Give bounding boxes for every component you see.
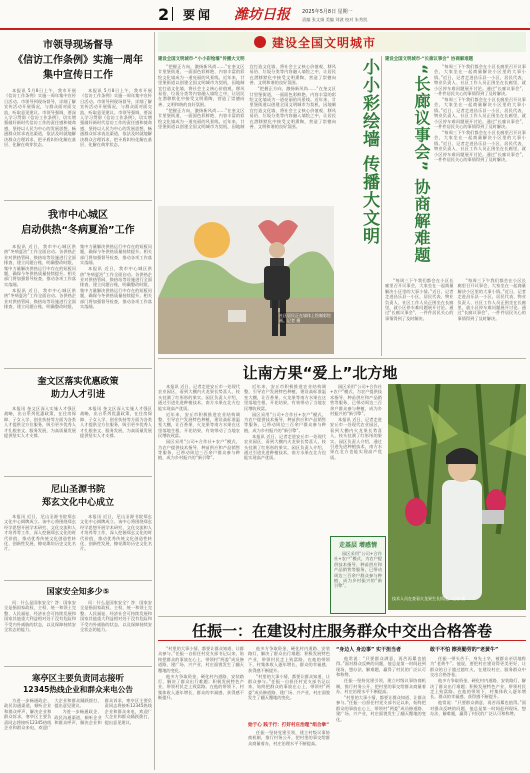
mid-story-paragraph: 本报讯 近日，记者走进安丘市一处现代农业园区，看到大棚内火龙果长势喜人，枝头挂满了红彤彤的果实。园区负责人介绍，通过引进先进种植技术，南方水果在北方也能实现高产优质。: [244, 433, 326, 461]
bottom-col-4-title: “身边人 身边事” 实干担当者: [336, 647, 402, 653]
divider: [158, 358, 526, 359]
mid-story-paragraph: 近年来，安丘市积极推进农业结构调整，引导农户发展特色种植，建设高标准温室大棚，让百香果、火龙果等南方水果在这里落地生根、开花结果，有效带动了当地农民增收致富。: [158, 411, 240, 439]
masthead: [0, 0, 530, 30]
vertical-title-line: 传播大文明: [359, 154, 379, 245]
right-feature-body-cont: [385, 278, 526, 354]
mid-story-photo-caption: 技术人员在查看火龙果生长情况。记者 摄: [392, 596, 466, 601]
mid-story-paragraph: 园区采用“公司+合作社+农户”模式，为农户提供技术指导、种苗供应和产品销售等服务，已带动周边三百余户群众参与种植，成为乡村振兴的“新引擎”。: [158, 439, 240, 461]
bottom-paragraph: 任振一坚持党建引领，建立村级议事协商机制，推行村务公开，把村里的事交给群众商量着办，村庄治理水平不断提高。: [336, 678, 426, 695]
article-5-headline: [4, 672, 152, 696]
right-feature-paragraph: “每周三下午我们都会在小区长廊里召开议事会，大家坐在一起商量解决小区里的大事小情。”近日，记者走进昌乐县一小区，居民代表、物业负责人、社区工作人员正围坐在长廊里，就小区停车难问题展开讨论。通过“长廊议事会”，一件件居民关心的事情得到了及时解决。: [385, 278, 454, 321]
article-paragraph: 本报讯 近日，尼山圣源书院郑玄文化中心揭牌成立。该中心将围绕郑玄经学思想开展学术研究、文化交流和人才培养等工作，深入挖掘郑玄文化的时代价值，推动优秀传统文化创造性转化、创新性发展，擦亮潍坊历史文化名片。: [4, 514, 76, 552]
headline-line: 助力人才引进: [50, 390, 105, 400]
article-3-body: [4, 406, 152, 472]
headline-line: 尼山圣源书院: [50, 485, 105, 495]
notice-paragraph: 问：什么是国家安全？答：国家安全是指国家政权、主权、统一和领土完整、人民福祉、经济社会可持续发展和国家其他重大利益相对处于没有危险和不受内外威胁的状态，以及保障持续安全状态的能力。: [4, 600, 76, 633]
divider: [4, 368, 152, 369]
bottom-paragraph: “村里的大事小情，都要让群众知道、让群众参与。”任振一自担任村党支部书记以来，始终把群众的事放在心上，带领村“两委”成员修道路、建广场、兴产业，村庄面貌发生了翻天覆地的变化。: [248, 673, 330, 701]
page-number-divider: [172, 7, 173, 21]
mid-story-paragraph: 园区采用“公司+合作社+农户”模式，为农户提供技术指导、种苗供应和产品销售等服务，已带动周边三百余户群众参与种植，成为乡村振兴的“新引擎”。: [330, 384, 382, 417]
bottom-paragraph: “村里的大事小情，都要让群众知道、让群众参与。”任振一自担任村党支部书记以来，始终把群众的事放在心上，带领村“两委”成员修道路、建广场、兴产业，村庄面貌发生了翻天覆地的变化。: [336, 695, 426, 722]
column-divider: [381, 56, 382, 356]
headline-line: 集中宣传日工作: [43, 70, 113, 81]
bottom-paragraph: 任振一坚持党建引领，建立村级议事协商机制，推行村务公开，把村里的事交给群众商量着办，村庄治理水平不断提高。: [248, 730, 330, 746]
mid-sidebar-body: [334, 551, 382, 609]
article-1-body: [4, 88, 152, 196]
mid-story-paragraph: 本报讯 近日，记者走进安丘市一处现代农业园区，看到大棚内火龙果长势喜人，枝头挂满了红彤彤的果实。园区负责人介绍，通过引进先进种植技术，南方水果在北方也能实现高产优质。: [158, 384, 240, 411]
right-feature-paragraph: “每周三下午我们都会在小区长廊里召开议事会，大家坐在一起商量解决小区里的大事小情。”近日，记者走进昌乐县一小区，居民代表、物业负责人、社区工作人员正围坐在长廊里，就小区停车难问题展开讨论。通过“长廊议事会”，一件件居民关心的事情得到了及时解决。: [434, 130, 526, 163]
article-paragraph: 本报讯 近日，我市中心城区供热“冬病夏治”工作全面启动。各供热企业对供热管网、换热站等设施进行全面排查，建立问题台账，明确整改时限，集中力量解决供热运行中存在的短板问题，确保今冬供热质量持续提升。相关部门将加强督导检查，推动各项工作落实落细。: [80, 266, 152, 310]
mid-story-col-2: [244, 384, 326, 612]
left-column: [4, 32, 152, 770]
article-2-body: [4, 244, 152, 364]
right-feature-vertical-title: [388, 64, 432, 274]
headline-line: 启动供热“冬病夏治”工作: [21, 225, 135, 236]
article-1-headline: [4, 38, 152, 83]
feature-paragraph: “把握正方向，激扬新风尚……”在奎文区廿里堡街道，一面面色彩鲜艳、内容丰富的彩绘文化墙成为一道亮丽的风景线。近年来，廿里堡街道以创建全国文明城市为契机，因地制宜打造文化墙，将社会主义核心价值观、移风易俗、垃圾分类等内容融入墙绘之中，让居民在潜移默化中接受文明熏陶，营造了崇德向善、文明和谐的良好氛围。: [158, 64, 336, 130]
date-line: 2025年5月8日 星期一: [302, 9, 353, 15]
headline-line: 寒亭区主要负责同志接听: [31, 673, 125, 683]
banner-flag-icon: [254, 36, 266, 48]
bottom-col-5-title: 敢干不怕 擦亮勤劳的“老黄牛”: [430, 647, 499, 653]
bottom-paragraph: 他常说：“只要群众满意，再苦再累也值得。”面对群众反映的问题，他总是第一时间赶到现场，想办法、解难题，赢得了村民的广泛认可和称赞。: [430, 700, 526, 717]
article-5-body: [4, 698, 152, 770]
article-paragraph: 本报讯 近日，我市中心城区供热“冬病夏治”工作全面启动。各供热企业对供热管网、换热站等设施进行全面排查，建立问题台账，明确整改时限，集中力量解决供热运行中存在的短板问题，确保今冬供热质量持续提升。相关部门将加强督导检查，推动各项工作落实落细。: [4, 244, 152, 310]
divider: [4, 476, 152, 477]
article-4-body: [4, 514, 152, 576]
bottom-headline-rule: [158, 640, 526, 641]
banner: [158, 32, 526, 52]
bottom-col-1: [158, 646, 244, 768]
staff-line: 责编 张文娟 美编 刘波 校对 朱秀凯: [302, 17, 368, 22]
feature-header: 建设全国文明城市·“小小彩绘墙”传播大文明: [158, 57, 245, 62]
feature-paragraph: “把握正方向，激扬新风尚……”在奎文区廿里堡街道，一面面色彩鲜艳、内容丰富的彩绘文化墙成为一道亮丽的风景线。近年来，廿里堡街道以创建全国文明城市为契机，因地制宜打造文化墙，将社会主义核心价值观、移风易俗、垃圾分类等内容融入墙绘之中，让居民在潜移默化中接受文明熏陶，营造了崇德向善、文明和谐的良好氛围。: [158, 64, 245, 107]
bottom-paragraph: “村里的大事小情，都要让群众知道、让群众参与。”任振一自担任村党支部书记以来，始终把群众的事放在心上，带领村“两委”成员修道路、建广场、兴产业，村庄面貌发生了翻天覆地的变化。: [158, 646, 244, 673]
bottom-subtitle: 始于心 践于行：打好村庄治理“组合拳”: [248, 723, 330, 728]
headline-line: 奎文区落实优惠政策: [37, 377, 119, 387]
feature-photo: [158, 206, 334, 354]
headline-line: 郑玄文化中心成立: [41, 498, 114, 508]
article-paragraph: 本报讯 5月8日上午，我市开展《信访工作条例》实施一周年集中宣传日活动。市领导到现场督导，详细了解宣传活动开展情况，与群众面对面交流，听取意见建议。市领导强调，要深入学习贯彻《信访工作条例》，切实增强做好新时代信访工作的责任感和使命感，坚持以人民为中心的发展思想，畅通群众诉求表达渠道，依法及时就地解决群众合理诉求，把矛盾纠纷化解在基层、化解在萌芽状态。: [80, 88, 152, 148]
bottom-paragraph: 他多方争取资金，硬化村内道路、安装路灯，解决了群众出行难题；积极发展特色产业，带领村民走上致富路。在他的带领下，村集体收入逐年增长，群众的幸福感、获得感不断提升。: [430, 678, 526, 700]
notice-body: [4, 600, 152, 662]
headline-line: 我市中心城区: [48, 210, 108, 221]
bottom-headline: 任振一：在建设村庄服务群众中交出合格答卷: [191, 622, 492, 640]
feature-photo-caption: 社区居民正在墙体上绘制彩绘画。记者 摄: [278, 312, 334, 324]
mid-story-col-3: [330, 384, 382, 534]
dragon-fruit-illustration: [388, 384, 526, 610]
article-2-headline: [4, 208, 152, 238]
bottom-col-4: [336, 656, 426, 768]
mural-illustration: [158, 206, 334, 354]
right-feature-header: 建设全国文明城市·“长廊议事会” 协商解难题: [385, 57, 474, 62]
bottom-paragraph: 他多方争取资金，硬化村内道路、安装路灯，解决了群众出行难题；积极发展特色产业，带领村民走上致富路。在他的带领下，村集体收入逐年增长，群众的幸福感、获得感不断提升。: [248, 646, 330, 673]
bottom-col-5: [430, 656, 526, 768]
mid-story-title: 让南方果“爱上”北方地: [242, 364, 398, 382]
right-feature-paragraph: “每周三下午我们都会在小区长廊里召开议事会，大家坐在一起商量解决小区里的大事小情。”近日，记者走进昌乐县一小区，居民代表、物业负责人、社区工作人员正围坐在长廊里，就小区停车难问题展开讨论。通过“长廊议事会”，一件件居民关心的事情得到了及时解决。: [457, 278, 526, 321]
article-paragraph: 本报讯 近日，我市中心城区供热“冬病夏治”工作全面启动。各供热企业对供热管网、换热站等设施进行全面排查，建立问题台账，明确整改时限，集中力量解决供热运行中存在的短板问题，确保今冬供热质量持续提升。相关部门将加强督导检查，推动各项工作落实落细。: [4, 244, 76, 287]
article-paragraph: 本报讯 奎文区深入实施人才强区战略，出台系列优惠政策，在住房保障、子女入学、创业扶持等方面为各类人才提供全方位服务，吸引更多优秀人才扎根奎文、服务发展，为高质量发展提供坚实人才支撑。: [4, 406, 76, 439]
headline-line: 12345热线企业和群众来电公告: [23, 685, 133, 694]
article-paragraph: 为进一步畅通政企、政民沟通渠道，倾听企业和群众呼声，解决企业和群众诉求，寒亭区主要负责同志将接听12345热线企业和群众来电，欢迎广大企业和群众踊跃拨打，提出意见建议。: [54, 698, 152, 726]
mid-sidebar-box: [330, 536, 386, 614]
divider: [4, 580, 152, 581]
bottom-paragraph: 他常说：“只要群众满意，再苦再累也值得。”面对群众反映的问题，他总是第一时间赶到现场，想办法、解难题，赢得了村民的广泛认可和称赞。: [336, 656, 426, 678]
vertical-title-line: “长廊议事会”: [412, 64, 431, 173]
feature-body: [158, 64, 336, 204]
article-paragraph: 为进一步畅通政企、政民沟通渠道，倾听企业和群众呼声，解决企业和群众诉求，寒亭区主要负责同志将接听12345热线企业和群众来电，欢迎广大企业和群众踊跃拨打，提出意见建议。: [4, 698, 102, 731]
vertical-title-line: 小小彩绘墙: [359, 58, 379, 148]
column-divider: [154, 32, 155, 770]
bottom-paragraph: 任振一带头苦干、身先士卒，被群众亲切地称为“老黄牛”。他说，要把村庄建设得更美更好，让群众的日子越过越红火，在建设村庄、服务群众中交出合格答卷。: [430, 656, 526, 678]
article-paragraph: 本报讯 奎文区深入实施人才强区战略，出台系列优惠政策，在住房保障、子女入学、创业扶持等方面为各类人才提供全方位服务，吸引更多优秀人才扎根奎文、服务发展，为高质量发展提供坚实人才支撑。: [80, 406, 152, 439]
mid-story-paragraph: 园区采用“公司+合作社+农户”模式，为农户提供技术指导、种苗供应和产品销售等服务，已带动周边三百余户群众参与种植，成为乡村振兴的“新引擎”。: [244, 411, 326, 433]
mid-story-col-1: [158, 384, 240, 612]
right-feature-paragraph: “每周三下午我们都会在小区长廊里召开议事会，大家坐在一起商量解决小区里的大事小情。”近日，记者走进昌乐县一小区，居民代表、物业负责人、社区工作人员正围坐在长廊里，就小区停车难问题展开讨论。通过“长廊议事会”，一件件居民关心的事情得到了及时解决。: [434, 64, 526, 97]
notice-paragraph: 问：什么是国家安全？答：国家安全是指国家政权、主权、统一和领土完整、人民福祉、经济社会可持续发展和国家其他重大利益相对处于没有危险和不受内外威胁的状态，以及保障持续安全状态的能力。: [80, 600, 152, 633]
section-name: 要闻: [183, 8, 214, 22]
bottom-col-2b: [248, 730, 330, 768]
bottom-col-2: [248, 646, 330, 720]
vertical-title-line: 协商解难题: [412, 178, 431, 264]
mid-sidebar-title: 走基层 增感情: [338, 542, 378, 549]
feature-paragraph: “把握正方向，激扬新风尚……”在奎文区廿里堡街道，一面面色彩鲜艳、内容丰富的彩绘文化墙成为一道亮丽的风景线。近年来，廿里堡街道以创建全国文明城市为契机，因地制宜打造文化墙，将社会主义核心价值观、移风易俗、垃圾分类等内容融入墙绘之中，让居民在潜移默化中接受文明熏陶，营造了崇德向善、文明和谐的良好氛围。: [249, 86, 336, 130]
article-3-headline: [4, 376, 152, 402]
article-4-headline: [4, 484, 152, 510]
notice-title: 国家安全知多少⑤: [46, 587, 110, 596]
article-paragraph: 本报讯 近日，尼山圣源书院郑玄文化中心揭牌成立。该中心将围绕郑玄经学思想开展学术研究、文化交流和人才培养等工作，深入挖掘郑玄文化的时代价值，推动优秀传统文化创造性转化、创新性发展，擦亮潍坊历史文化名片。: [80, 514, 152, 552]
paper-name: 潍坊日报: [234, 7, 290, 23]
divider: [4, 666, 152, 667]
headline-line: 市领导现场督导: [43, 40, 113, 51]
masthead-rule: [0, 28, 530, 30]
headline-line: 《信访工作条例》实施一周年: [13, 55, 143, 66]
article-paragraph: 本报讯 5月8日上午，我市开展《信访工作条例》实施一周年集中宣传日活动。市领导到现场督导，详细了解宣传活动开展情况，与群众面对面交流，听取意见建议。市领导强调，要深入学习贯彻《信访工作条例》，切实增强做好新时代信访工作的责任感和使命感，坚持以人民为中心的发展思想，畅通群众诉求表达渠道，依法及时就地解决群众合理诉求，把矛盾纠纷化解在基层、化解在萌芽状态。: [4, 88, 76, 148]
mid-story-paragraph: 本报讯 近日，记者走进安丘市一处现代农业园区，看到大棚内火龙果长势喜人，枝头挂满了红彤彤的果实。园区负责人介绍，通过引进先进种植技术，南方水果在北方也能实现高产优质。: [330, 417, 382, 460]
mid-story-paragraph: 近年来，安丘市积极推进农业结构调整，引导农户发展特色种植，建设高标准温室大棚，让百香果、火龙果等南方水果在这里落地生根、开花结果，有效带动了当地农民增收致富。: [244, 384, 326, 411]
bottom-paragraph: 他多方争取资金，硬化村内道路、安装路灯，解决了群众出行难题；积极发展特色产业，带领村民走上致富路。在他的带领下，村集体收入逐年增长，群众的幸福感、获得感不断提升。: [158, 673, 244, 701]
mid-story-photo: [388, 384, 526, 610]
feature-vertical-title: [336, 58, 380, 348]
banner-title: 建设全国文明城市: [272, 36, 377, 50]
right-feature-paragraph: “每周三下午我们都会在小区长廊里召开议事会，大家坐在一起商量解决小区里的大事小情。”近日，记者走进昌乐县一小区，居民代表、物业负责人、社区工作人员正围坐在长廊里，就小区停车难问题展开讨论。通过“长廊议事会”，一件件居民关心的事情得到了及时解决。: [434, 97, 526, 130]
divider: [4, 200, 152, 201]
divider: [158, 616, 526, 617]
page-number: 2: [158, 5, 170, 24]
mid-sidebar-paragraph: 园区采用“公司+合作社+农户”模式，为农户提供技术指导、种苗供应和产品销售等服务，已带动周边三百余户群众参与种植，成为乡村振兴的“新引擎”。: [334, 551, 382, 589]
right-feature-body: [434, 64, 526, 274]
